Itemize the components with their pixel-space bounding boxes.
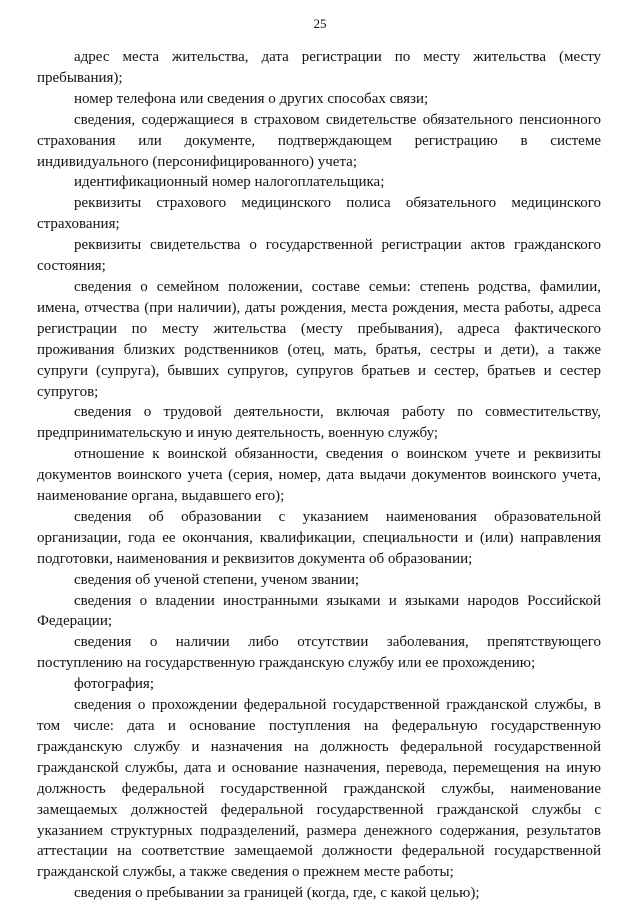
paragraph-health: сведения о наличии либо отсутствии заболевания, препятствующего поступлению на государственную гражданскую службу или ее прохождению; — [37, 634, 601, 672]
paragraph-academic-degree: сведения об ученой степени, ученом звании; — [74, 571, 360, 588]
page-number: 25 — [313, 16, 327, 31]
paragraph-address: адрес места жительства, дата регистрации по месту жительства (месту пребывания); — [37, 49, 601, 86]
paragraph-tax-id: идентификационный номер налогоплательщика; — [74, 174, 385, 191]
paragraph-phone: номер телефона или сведения о других способах связи; — [74, 90, 429, 107]
paragraph-abroad: сведения о пребывании за границей (когда, где, с какой целью); — [74, 885, 480, 902]
document-body — [37, 47, 601, 904]
paragraph-pension-insurance: сведения, содержащиеся в страховом свидетельстве обязательного пенсионного страхования или документе, подтверждающем регистрацию в системе индивидуального (персонифицированного) учета; — [37, 111, 601, 170]
paragraph-medical-policy: реквизиты страхового медицинского полиса обязательного медицинского страхования; — [37, 195, 601, 233]
paragraph-languages: сведения о владении иностранными языками и языками народов Российской Федерации; — [37, 592, 601, 630]
paragraph-civil-service: сведения о прохождении федеральной государственной гражданской службы, в том числе: дата и основание поступления на федеральную государственную гражданскую службу и назначения на должность федеральной государственной гражданской службы, дата и основание назначения, перевода, перемещения на иную должность федеральной государственной гражданской службы, наименование замещаемых должностей федеральной государственной гражданской службы с указанием структурных подразделений, размера денежного содержания, результатов аттестации на соответствие замещаемой должности федеральной государственной гражданской службы, а также сведения о прежнем месте работы; — [37, 697, 601, 881]
paragraph-work-history: сведения о трудовой деятельности, включая работу по совместительству, предпринимательскую и иную деятельность, военную службу; — [37, 404, 601, 442]
paragraph-photo: фотография; — [74, 676, 155, 693]
paragraph-military-registration: отношение к воинской обязанности, сведения о воинском учете и реквизиты документов воинского учета (серия, номер, дата выдачи документов воинского учета, наименование органа, выдавшего его); — [37, 446, 601, 505]
paragraph-civil-registration: реквизиты свидетельства о государственной регистрации актов гражданского состояния; — [37, 237, 601, 275]
paragraph-family-status: сведения о семейном положении, составе семьи: степень родства, фамилии, имена, отчества (при наличии), даты рождения, места рождения, места работы, адреса регистрации по месту жительства (месту пребывания), адреса фактического проживания близких родственников (отец, мать, братья, сестры и дети), а также супруги (супруга), бывших супругов, супругов братьев и сестер, братьев и сестер супругов; — [37, 278, 601, 400]
paragraph-education: сведения об образовании с указанием наименования образовательной организации, года ее окончания, квалификации, специальности и (или) направления подготовки, наименования и реквизитов документа об образовании; — [37, 508, 601, 567]
